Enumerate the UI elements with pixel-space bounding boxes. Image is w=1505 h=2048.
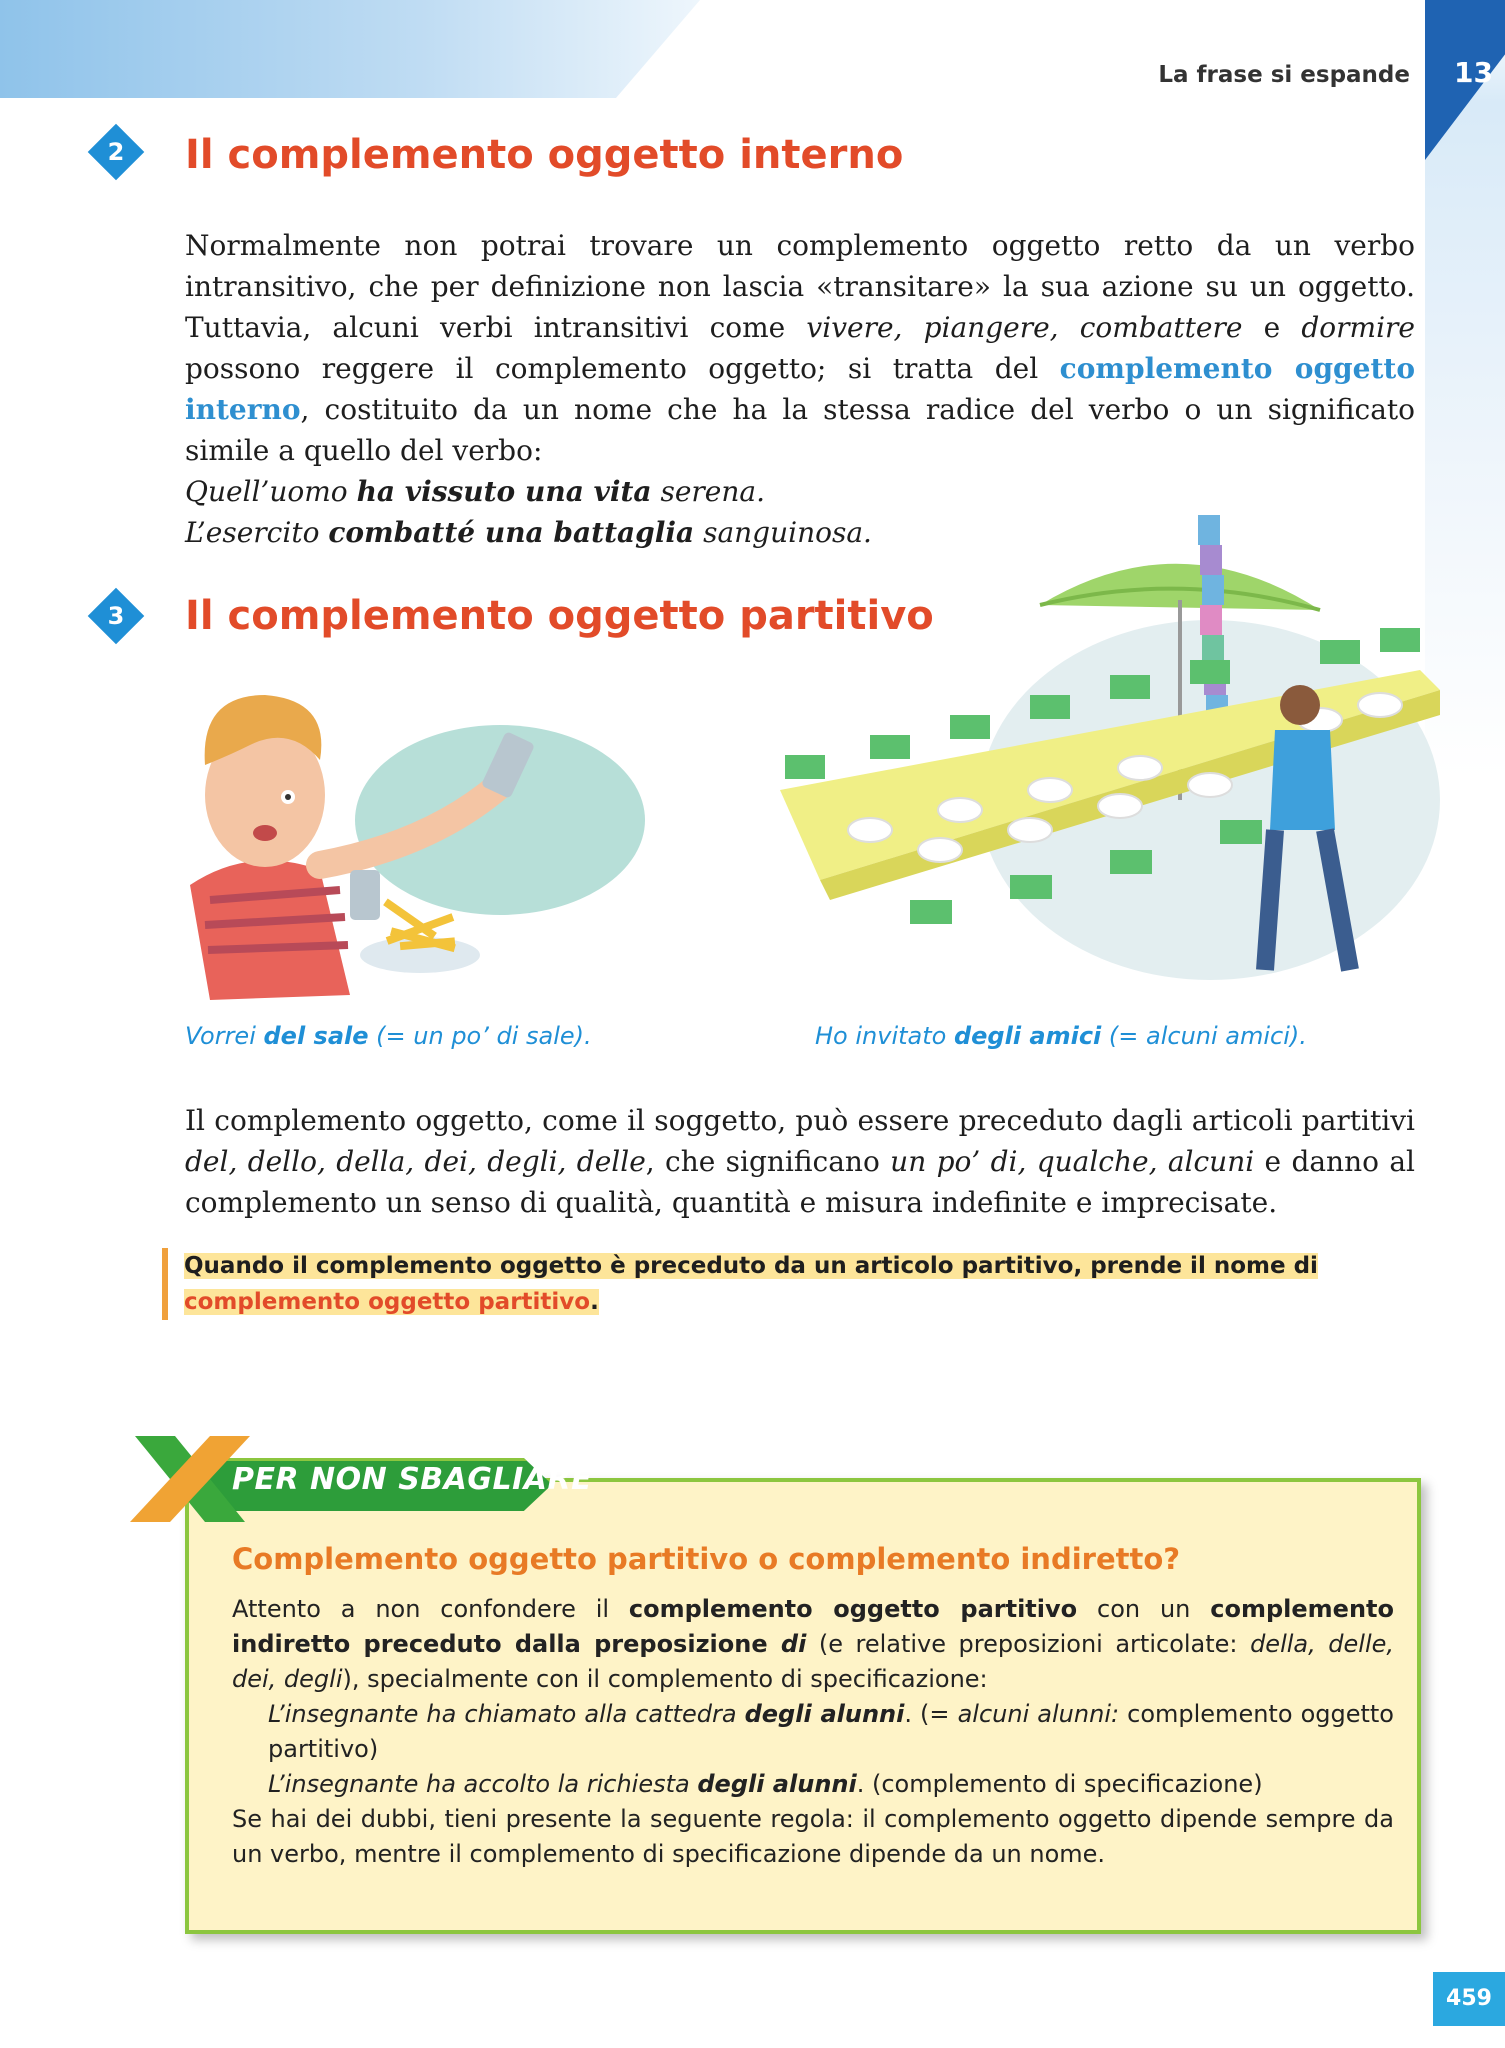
header-band [0,0,700,98]
text-run: (e relative preposizioni articolate: [806,1630,1251,1658]
caption-left [185,1022,592,1050]
text-run: e [1242,311,1302,344]
text-run: della, delle, dei, degli [232,1630,1394,1693]
text-run: del, dello, della, dei, degli, delle [185,1145,646,1178]
example-1-bold: ha vissuto una vita [356,475,652,508]
text-run: . (complemento di specificazione) [856,1770,1263,1798]
text-run: (= alcuni amici). [1101,1022,1307,1050]
text-run: Quando il complemento oggetto è preceduto da un articolo partitivo, prende il nome di [184,1253,1318,1279]
example-2-bold: combatté una battaglia [328,516,695,549]
rule-definition [162,1248,1424,1320]
text-run: un po’ di, qualche, alcuni [890,1145,1255,1178]
text-run: , costituito da un nome che ha la stessa radice del verbo o un significato simile a quello del verbo: [185,393,1415,467]
section-3-number: 3 [107,602,125,630]
x-mark-icon [120,1436,250,1522]
text-run: vivere, piangere, combattere [806,311,1243,344]
example-1-end: serena. [651,475,765,508]
text-run: . (= [904,1700,958,1728]
text-run: L’insegnante ha chiamato alla cattedra [268,1700,745,1728]
text-run: possono reggere il complemento oggetto; si tratta del [185,352,1060,385]
text-run: Vorrei [185,1022,264,1050]
running-title: La frase si espande [1158,62,1410,88]
text-run: (= un po’ di sale). [368,1022,592,1050]
example-2: L’esercito [185,516,329,549]
margin-band [1425,0,1505,2048]
tip-example-2 [232,1767,1394,1802]
tip-box-text [232,1592,1394,1872]
text-run: degli alunni [744,1700,905,1728]
text-run: degli amici [953,1022,1102,1050]
text-run: e danno al complemento un senso di qualità, quantità e misura indefinite e imprecisate. [185,1145,1415,1219]
text-run: . [590,1289,599,1315]
tip-box-label: PER NON SBAGLIARE [232,1462,593,1497]
text-run: ), specialmente con il complemento di specificazione: [342,1665,988,1693]
key-term: complemento oggetto interno [185,352,1415,426]
tip-paragraph-2: Se hai dei dubbi, tieni presente la seguente regola: il complemento oggetto dipende sempre da un verbo, mentre il complemento di specificazione dipende da un nome. [232,1805,1394,1868]
tip-paragraph-1 [232,1592,1394,1697]
party-table-illustration [760,500,1450,1005]
text-run: con un [1077,1595,1211,1623]
text-run: di [780,1630,807,1658]
text-run: degli alunni [697,1770,857,1798]
highlighted-term: complemento oggetto partitivo [184,1289,591,1315]
text-run: Attento a non confondere il [232,1595,629,1623]
text-run: complemento oggetto partitivo) [268,1700,1394,1763]
example-1: Quell’uomo [185,475,357,508]
text-run: , che significano [645,1145,891,1178]
section-3-title: Il complemento oggetto partitivo [185,593,934,639]
text-run: complemento indiretto preceduto dalla preposizione [232,1595,1395,1658]
page-number: 459 [1433,1972,1505,2026]
tip-box-heading: Complemento oggetto partitivo o complemento indiretto? [232,1542,1181,1576]
text-run: alcuni alunni: [957,1700,1120,1728]
text-run: del sale [263,1022,369,1050]
section-2-title: Il complemento oggetto interno [185,132,904,178]
text-run: Il complemento oggetto, come il soggetto, può essere preceduto dagli articoli partitivi [185,1104,1415,1137]
text-run: Ho invitato [815,1022,954,1050]
chapter-number: 13 [1454,56,1493,89]
example-2-end: sanguinosa. [694,516,872,549]
caption-right [815,1022,1307,1050]
text-run: complemento oggetto partitivo [628,1595,1078,1623]
section-3-body [185,1100,1415,1223]
text-run: L’insegnante ha accolto la richiesta [268,1770,698,1798]
section-2-number: 2 [107,138,125,166]
text-run: dormire [1301,311,1416,344]
rule-text [184,1253,1318,1315]
text-run: Normalmente non potrai trovare un complemento oggetto retto da un verbo intransitivo, che per definizione non lascia «transitare» la sua azione su un oggetto. Tuttavia, alcuni verbi intransitivi come [185,229,1415,344]
tip-example-1 [232,1697,1394,1767]
boy-salt-illustration [170,655,650,1005]
